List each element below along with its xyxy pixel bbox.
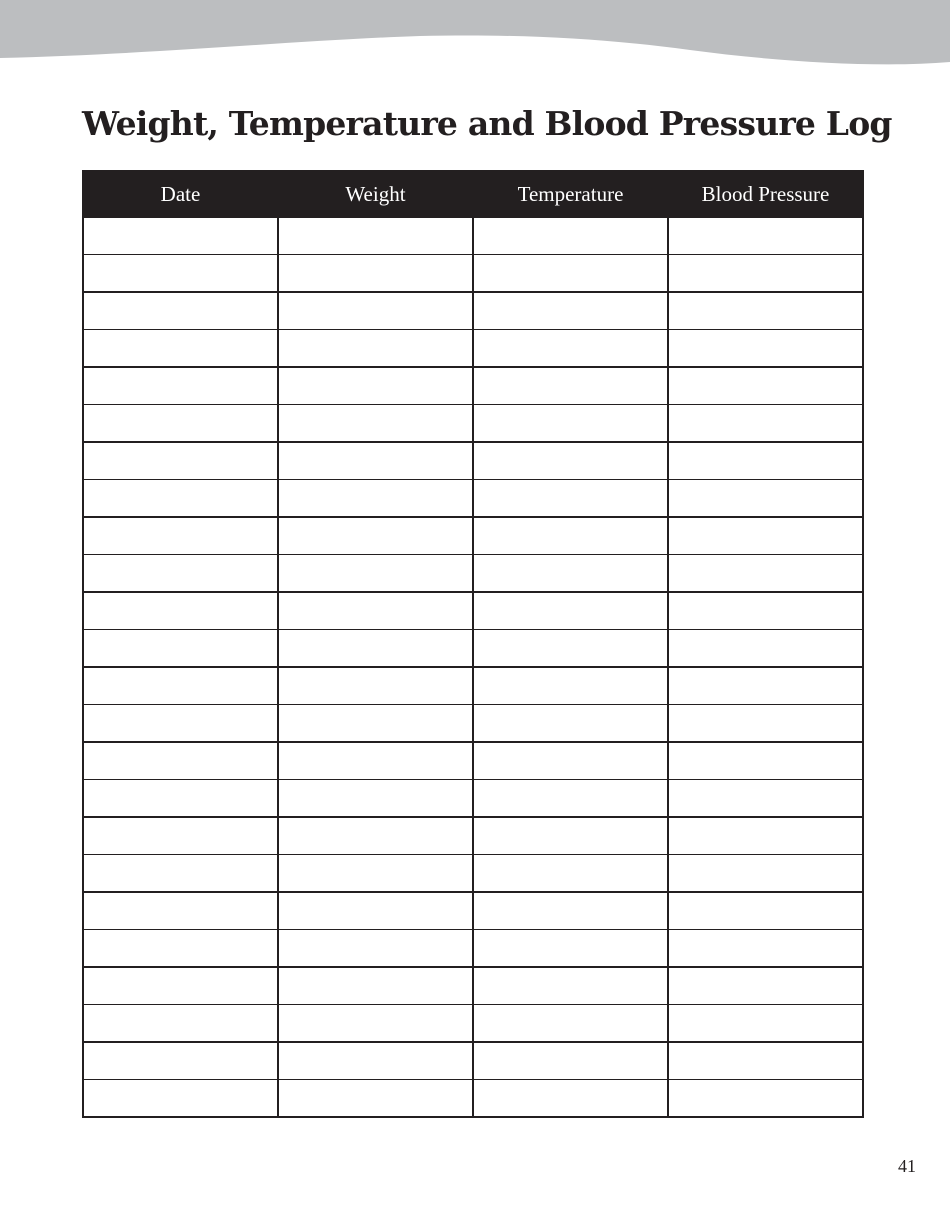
cell-temperature[interactable] xyxy=(473,1042,668,1080)
cell-date[interactable] xyxy=(83,367,278,405)
cell-temperature[interactable] xyxy=(473,442,668,480)
cell-temperature[interactable] xyxy=(473,742,668,780)
cell-weight[interactable] xyxy=(278,817,473,855)
cell-date[interactable] xyxy=(83,405,278,443)
cell-weight[interactable] xyxy=(278,442,473,480)
cell-temperature[interactable] xyxy=(473,892,668,930)
cell-weight[interactable] xyxy=(278,367,473,405)
cell-weight[interactable] xyxy=(278,517,473,555)
cell-weight[interactable] xyxy=(278,630,473,668)
cell-blood-pressure[interactable] xyxy=(668,367,863,405)
table-body xyxy=(83,217,863,1117)
cell-date[interactable] xyxy=(83,217,278,255)
column-header-blood-pressure: Blood Pressure xyxy=(668,171,863,217)
table-row xyxy=(83,630,863,668)
cell-blood-pressure[interactable] xyxy=(668,405,863,443)
header-wave-band xyxy=(0,0,950,70)
cell-weight[interactable] xyxy=(278,1005,473,1043)
cell-temperature[interactable] xyxy=(473,555,668,593)
cell-date[interactable] xyxy=(83,930,278,968)
cell-blood-pressure[interactable] xyxy=(668,817,863,855)
cell-temperature[interactable] xyxy=(473,592,668,630)
cell-weight[interactable] xyxy=(278,480,473,518)
cell-blood-pressure[interactable] xyxy=(668,630,863,668)
table-row xyxy=(83,892,863,930)
table-row xyxy=(83,292,863,330)
cell-temperature[interactable] xyxy=(473,780,668,818)
cell-temperature[interactable] xyxy=(473,1005,668,1043)
table-row xyxy=(83,1042,863,1080)
cell-temperature[interactable] xyxy=(473,330,668,368)
cell-temperature[interactable] xyxy=(473,217,668,255)
cell-weight[interactable] xyxy=(278,892,473,930)
cell-temperature[interactable] xyxy=(473,855,668,893)
cell-blood-pressure[interactable] xyxy=(668,855,863,893)
cell-blood-pressure[interactable] xyxy=(668,292,863,330)
cell-blood-pressure[interactable] xyxy=(668,742,863,780)
table-row xyxy=(83,217,863,255)
cell-date[interactable] xyxy=(83,255,278,293)
cell-temperature[interactable] xyxy=(473,930,668,968)
table-row xyxy=(83,780,863,818)
cell-weight[interactable] xyxy=(278,967,473,1005)
cell-temperature[interactable] xyxy=(473,630,668,668)
cell-weight[interactable] xyxy=(278,667,473,705)
cell-blood-pressure[interactable] xyxy=(668,480,863,518)
cell-blood-pressure[interactable] xyxy=(668,517,863,555)
cell-blood-pressure[interactable] xyxy=(668,780,863,818)
cell-blood-pressure[interactable] xyxy=(668,892,863,930)
cell-temperature[interactable] xyxy=(473,255,668,293)
table-row xyxy=(83,742,863,780)
table-row xyxy=(83,405,863,443)
table-row xyxy=(83,442,863,480)
cell-weight[interactable] xyxy=(278,705,473,743)
table-row xyxy=(83,367,863,405)
cell-weight[interactable] xyxy=(278,555,473,593)
page-title: Weight, Temperature and Blood Pressure Log xyxy=(82,104,892,143)
cell-blood-pressure[interactable] xyxy=(668,330,863,368)
cell-weight[interactable] xyxy=(278,330,473,368)
cell-weight[interactable] xyxy=(278,1042,473,1080)
cell-date[interactable] xyxy=(83,1005,278,1043)
cell-temperature[interactable] xyxy=(473,817,668,855)
cell-date[interactable] xyxy=(83,442,278,480)
column-header-weight: Weight xyxy=(278,171,473,217)
cell-weight[interactable] xyxy=(278,592,473,630)
cell-blood-pressure[interactable] xyxy=(668,217,863,255)
cell-date[interactable] xyxy=(83,817,278,855)
table-row xyxy=(83,555,863,593)
table-row xyxy=(83,330,863,368)
cell-weight[interactable] xyxy=(278,255,473,293)
cell-temperature[interactable] xyxy=(473,517,668,555)
cell-temperature[interactable] xyxy=(473,292,668,330)
cell-weight[interactable] xyxy=(278,855,473,893)
table-row xyxy=(83,517,863,555)
cell-temperature[interactable] xyxy=(473,480,668,518)
cell-date[interactable] xyxy=(83,330,278,368)
column-header-temperature: Temperature xyxy=(473,171,668,217)
table-row xyxy=(83,817,863,855)
cell-date[interactable] xyxy=(83,480,278,518)
cell-blood-pressure[interactable] xyxy=(668,592,863,630)
cell-weight[interactable] xyxy=(278,217,473,255)
cell-weight[interactable] xyxy=(278,292,473,330)
cell-date[interactable] xyxy=(83,592,278,630)
cell-blood-pressure[interactable] xyxy=(668,667,863,705)
cell-date[interactable] xyxy=(83,1080,278,1118)
cell-date[interactable] xyxy=(83,517,278,555)
cell-date[interactable] xyxy=(83,705,278,743)
cell-temperature[interactable] xyxy=(473,405,668,443)
cell-date[interactable] xyxy=(83,780,278,818)
table-row xyxy=(83,667,863,705)
table-row xyxy=(83,1005,863,1043)
cell-blood-pressure[interactable] xyxy=(668,1080,863,1118)
cell-date[interactable] xyxy=(83,742,278,780)
table-row xyxy=(83,705,863,743)
table-row xyxy=(83,480,863,518)
cell-blood-pressure[interactable] xyxy=(668,967,863,1005)
cell-temperature[interactable] xyxy=(473,1080,668,1118)
cell-weight[interactable] xyxy=(278,405,473,443)
cell-weight[interactable] xyxy=(278,1080,473,1118)
cell-date[interactable] xyxy=(83,667,278,705)
cell-weight[interactable] xyxy=(278,780,473,818)
cell-temperature[interactable] xyxy=(473,705,668,743)
cell-weight[interactable] xyxy=(278,930,473,968)
table-row xyxy=(83,255,863,293)
cell-date[interactable] xyxy=(83,555,278,593)
cell-blood-pressure[interactable] xyxy=(668,930,863,968)
cell-date[interactable] xyxy=(83,630,278,668)
column-header-date: Date xyxy=(83,171,278,217)
cell-blood-pressure[interactable] xyxy=(668,1005,863,1043)
table-row xyxy=(83,967,863,1005)
cell-weight[interactable] xyxy=(278,742,473,780)
table-header-row xyxy=(83,171,863,217)
table-row xyxy=(83,855,863,893)
cell-temperature[interactable] xyxy=(473,667,668,705)
table-row xyxy=(83,592,863,630)
cell-date[interactable] xyxy=(83,967,278,1005)
table-row xyxy=(83,930,863,968)
cell-temperature[interactable] xyxy=(473,967,668,1005)
cell-date[interactable] xyxy=(83,292,278,330)
log-table xyxy=(82,170,864,1118)
cell-blood-pressure[interactable] xyxy=(668,442,863,480)
header-wave-shape xyxy=(0,0,950,64)
cell-blood-pressure[interactable] xyxy=(668,1042,863,1080)
cell-blood-pressure[interactable] xyxy=(668,255,863,293)
cell-date[interactable] xyxy=(83,855,278,893)
cell-date[interactable] xyxy=(83,892,278,930)
cell-date[interactable] xyxy=(83,1042,278,1080)
cell-blood-pressure[interactable] xyxy=(668,705,863,743)
page-number: 41 xyxy=(898,1156,916,1176)
cell-blood-pressure[interactable] xyxy=(668,555,863,593)
table-row xyxy=(83,1080,863,1118)
cell-temperature[interactable] xyxy=(473,367,668,405)
